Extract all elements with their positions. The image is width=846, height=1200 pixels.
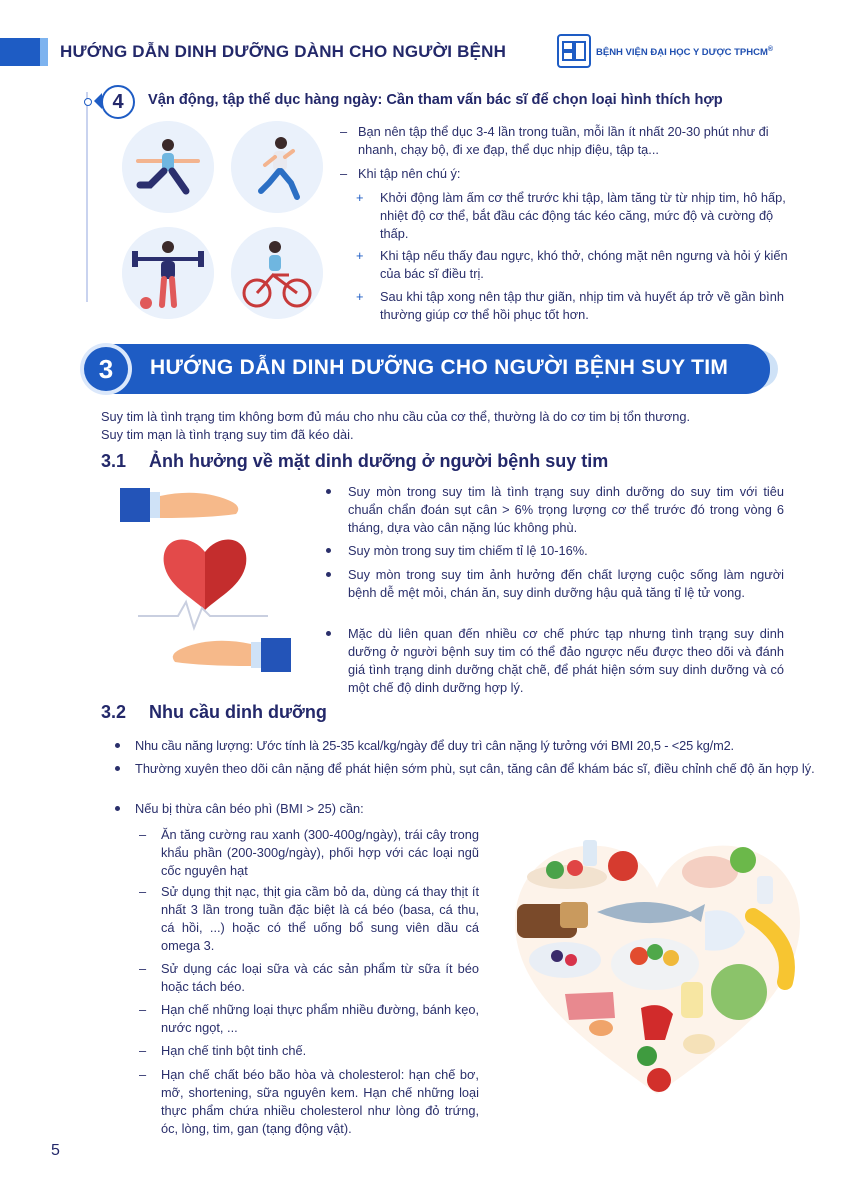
hospital-name: BỆNH VIỆN ĐẠI HỌC Y DƯỢC TPHCM®: [596, 46, 774, 59]
section-title: HƯỚNG DẪN DINH DƯỠNG CHO NGƯỜI BỆNH SUY TIM: [150, 356, 729, 379]
page-number: 5: [51, 1142, 60, 1159]
hospital-logo-icon: [557, 34, 591, 68]
section-number: 3: [84, 347, 128, 391]
yoga-woman-image: [122, 121, 214, 213]
step-timeline-dot: [84, 98, 92, 106]
heart-in-hands-image: [118, 482, 293, 677]
page-header-title: HƯỚNG DẪN DINH DƯỠNG DÀNH CHO NGƯỜI BỆNH: [60, 42, 507, 61]
subsection-heading-3-1: 3.1 Ảnh hưởng về mặt dinh dưỡng ở người bệnh suy tim: [101, 451, 609, 471]
running-man-image: [231, 121, 323, 213]
section-intro-line: Suy tim mạn là tình trạng suy tim đã kéo dài.: [101, 427, 354, 442]
subsection-heading-3-2: 3.2 Nhu cầu dinh dưỡng: [101, 702, 327, 722]
step-timeline-line: [86, 92, 88, 302]
cycling-woman-image: [231, 227, 323, 319]
step-title: Vận động, tập thể dục hàng ngày: Cần tham vấn bác sĩ để chọn loại hình thích hợp: [148, 92, 723, 108]
section-intro-line: Suy tim là tình trạng tim không bơm đủ máu cho nhu cầu của cơ thể, thường là do cơ tim bị tổn thương.: [101, 409, 691, 424]
step-number-badge: 4: [101, 85, 135, 119]
header-accent-bar: [0, 38, 40, 66]
header-accent-bar-light: [40, 38, 48, 66]
weightlifting-woman-image: [122, 227, 214, 319]
heart-shaped-food-image: [505, 832, 810, 1102]
